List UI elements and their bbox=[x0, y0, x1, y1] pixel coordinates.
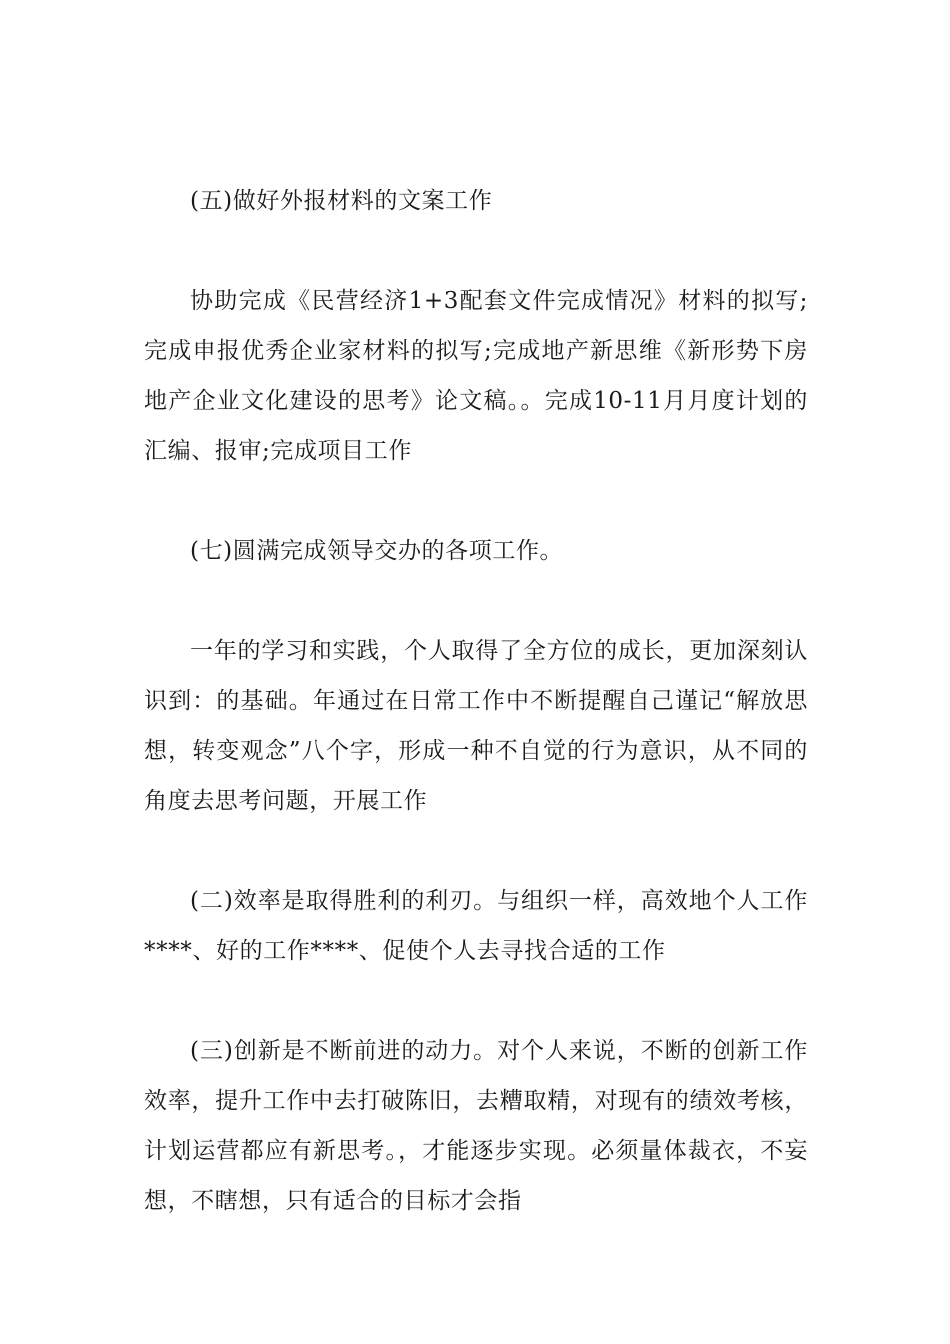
document-body bbox=[144, 176, 808, 1226]
section-heading-five: (五)做好外报材料的文案工作 bbox=[190, 188, 493, 214]
body-paragraph-growth: 一年的学习和实践，个人取得了全方位的成长，更加深刻认识到：的基础。年通过在日常工作中不断提醒自己谨记“解放思想，转变观念”八个字，形成一种不自觉的行为意识，从不同的角度去思考问题，开展工作 bbox=[144, 638, 808, 814]
section-heading-seven: (七)圆满完成领导交办的各项工作。 bbox=[190, 538, 564, 564]
body-paragraph-materials: 协助完成《民营经济1+3配套文件完成情况》材料的拟写;完成申报优秀企业家材料的拟写;完成地产新思维《新形势下房地产企业文化建设的思考》论文稿。。完成10-11月月度计划的汇编、报审;完成项目工作 bbox=[144, 288, 808, 464]
body-paragraph-efficiency: (二)效率是取得胜利的利刃。与组织一样，高效地个人工作****、好的工作****、促使个人去寻找合适的工作 bbox=[144, 888, 808, 964]
body-paragraph-innovation: (三)创新是不断前进的动力。对个人来说，不断的创新工作效率，提升工作中去打破陈旧，去糟取精，对现有的绩效考核，计划运营都应有新思考。，才能逐步实现。必须量体裁衣，不妄想，不瞎想，只有适合的目标才会指 bbox=[144, 1038, 808, 1214]
